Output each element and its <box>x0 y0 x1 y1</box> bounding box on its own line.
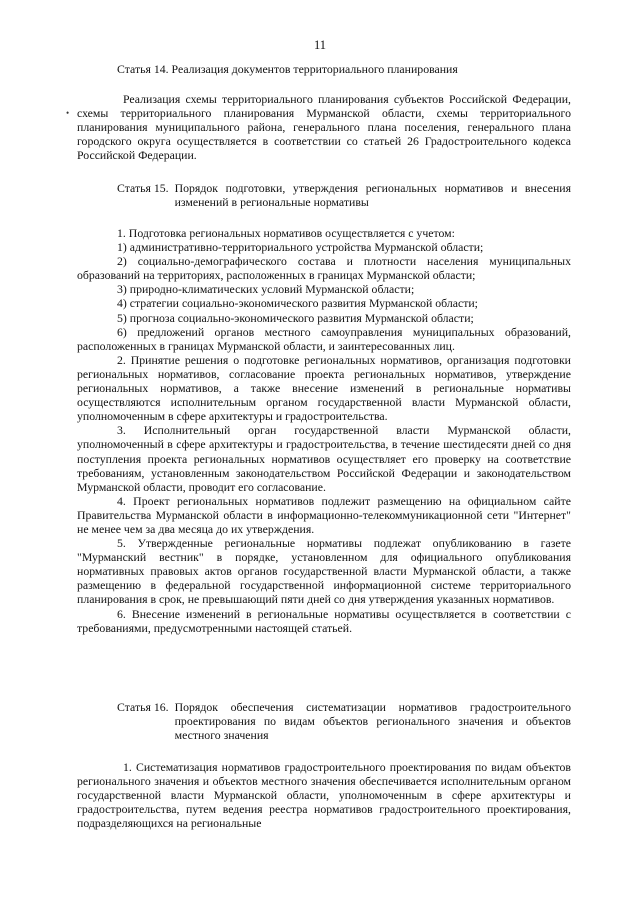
list-item: 1) административно-территориального устройства Мурманской области; <box>117 240 484 255</box>
list-item: 5. Утвержденные региональные нормативы подлежат опубликованию в газете "Мурманский вестник" в порядке, установленном для официального опубликования нормативных правовых актов органов государственной власти Мурманской области, а также размещению в федеральной государственной информационной системе территориального планирования в срок, не превышающий пяти дней со дня утверждения указанных нормативов. <box>77 536 571 607</box>
page-number: 11 <box>313 38 327 52</box>
list-item: 3) природно-климатических условий Мурманской области; <box>117 282 415 297</box>
list-item: 2. Принятие решения о подготовке региональных нормативов, организация подготовки региональных нормативов, согласование проекта региональных нормативов, утверждение региональных нормативов, а также внесение изменений в региональные нормативы осуществляются исполнительным органом государственной власти Мурманской области, уполномоченным в сфере архитектуры и градостроительства. <box>77 352 571 424</box>
article-15-label: Статья 15. <box>117 181 169 195</box>
list-item: 4) стратегии социально-экономического развития Мурманской области; <box>117 296 478 311</box>
list-item: 4. Проект региональных нормативов подлежит размещению на официальном сайте Правительства Мурманской области в информационно-телекоммуникационной сети "Интернет" не менее чем за два месяца до их утверждения. <box>77 493 571 536</box>
list-item: 2) социально-демографического состава и плотности населения муниципальных образований на территориях, расположенных в границах Мурманской области; <box>77 254 571 283</box>
scan-mark: • <box>66 108 70 118</box>
article-14-title: Статья 14. Реализация документов территориального планирования <box>117 62 458 76</box>
article-16-title: Порядок обеспечения систематизации нормативов градостроительного проектирования по видам объектов регионального значения и объектов местного значения <box>174 700 571 743</box>
article-15-body <box>77 226 571 635</box>
article-16-body: 1. Систематизация нормативов градостроительного проектирования по видам объектов регионального значения и объектов местного значения обеспечивается исполнительным органом государственной власти Мурманской области, уполномоченным в сфере архитектуры и градостроительства, путем ведения реестра нормативов градостроительного проектирования, подразделяющихся на региональные <box>77 760 571 831</box>
list-item: 6. Внесение изменений в региональные нормативы осуществляется в соответствии с требованиями, предусмотренными настоящей статьей. <box>77 606 571 635</box>
list-item: 5) прогноза социально-экономического развития Мурманской области; <box>117 310 474 325</box>
article-15-heading <box>117 181 571 209</box>
article-14-body: Реализация схемы территориального планирования субъектов Российской Федерации, схемы территориального планирования Мурманской области, схемы территориального планирования муниципального района, генерального плана поселения, генерального плана городского округа осуществляется в соответствии со статьей 26 Градостроительного кодекса Российской Федерации. <box>77 92 571 163</box>
list-item: 6) предложений органов местного самоуправления муниципальных образований, расположенных в границах Мурманской области, и заинтересованных лиц. <box>77 324 571 353</box>
article-16-label: Статья 16. <box>117 700 169 714</box>
list-item: 1. Подготовка региональных нормативов осуществляется с учетом: <box>117 226 455 240</box>
list-item: 3. Исполнительный орган государственной власти Мурманской области, уполномоченный в сфере архитектуры и градостроительства, в течение шестидесяти дней со дня поступления проекта региональных нормативов осуществляет его проверку на соответствие требованиям, установленным законодательством Российской Федерации и законодательством Мурманской области, проводит его согласование. <box>77 423 571 494</box>
article-15-title: Порядок подготовки, утверждения региональных нормативов и внесения изменений в региональные нормативы <box>174 181 571 210</box>
article-16-heading <box>117 700 571 742</box>
